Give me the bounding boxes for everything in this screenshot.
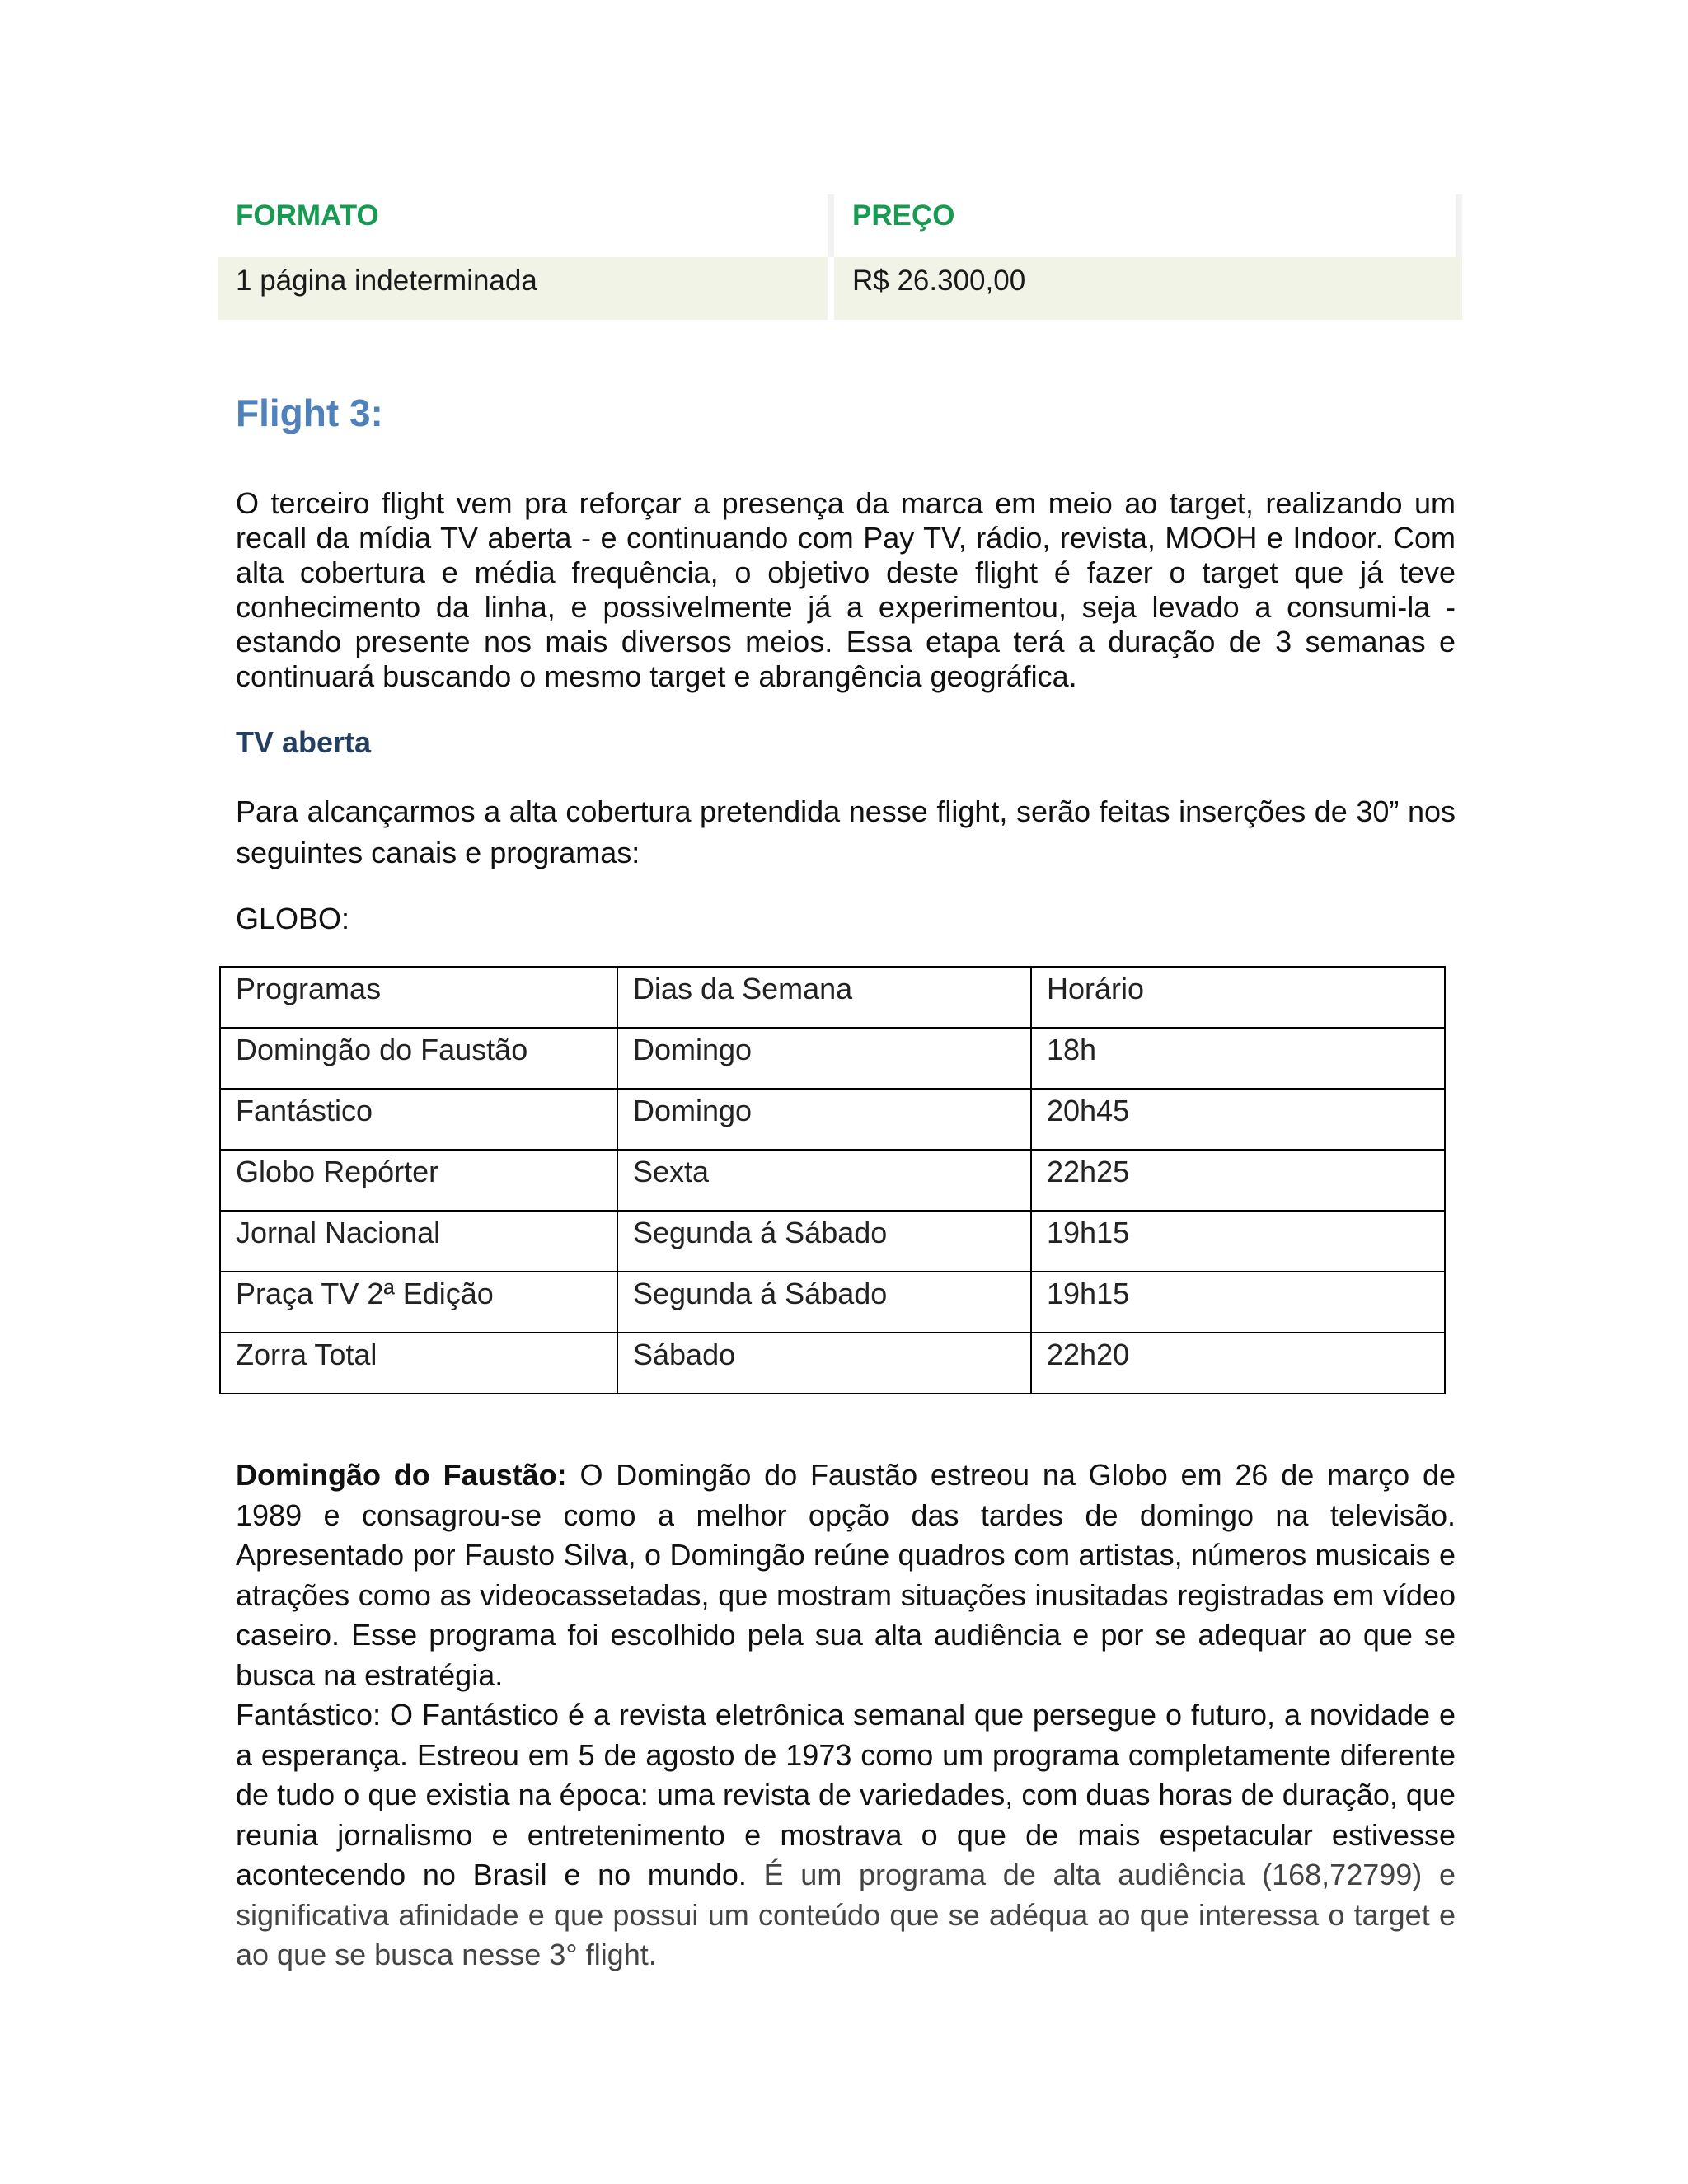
table-cell: 18h xyxy=(1031,1028,1445,1089)
table-cell: Sexta xyxy=(617,1150,1031,1211)
flight-title: Flight 3: xyxy=(236,391,383,434)
table-cell: Jornal Nacional xyxy=(220,1211,617,1272)
price-table-row xyxy=(218,257,1462,320)
price-table-header xyxy=(218,194,1462,257)
table-cell: 20h45 xyxy=(1031,1089,1445,1150)
table-row xyxy=(220,1211,1445,1272)
tv-aberta-paragraph: Para alcançarmos a alta cobertura pretendida nesse flight, serão feitas inserções de 30” nos seguintes canais e programas: xyxy=(236,794,1456,869)
table-cell: Segunda á Sábado xyxy=(617,1272,1031,1333)
table-row xyxy=(220,967,1445,1028)
cell-preco: R$ 26.300,00 xyxy=(834,257,1462,320)
table-row xyxy=(220,1272,1445,1333)
table-cell: 22h20 xyxy=(1031,1333,1445,1394)
table-cell: Domingo xyxy=(617,1028,1031,1089)
channel-label: GLOBO: xyxy=(236,902,350,935)
header-preco: PREÇO xyxy=(834,194,1462,257)
table-header-cell: Dias da Semana xyxy=(617,967,1031,1028)
table-cell: Domingo xyxy=(617,1089,1031,1150)
table-cell: 19h15 xyxy=(1031,1211,1445,1272)
table-cell: Fantástico xyxy=(220,1089,617,1150)
table-row xyxy=(220,1028,1445,1089)
table-row xyxy=(220,1333,1445,1394)
table-cell: Zorra Total xyxy=(220,1333,617,1394)
fantastico-tail: É um programa de alta audiência (168,72799) e significativa afinidade e que possui um conteúdo que se adéqua ao que interessa o target e ao que se busca nesse 3° flight. xyxy=(236,1858,1456,1971)
table-cell: Sábado xyxy=(617,1333,1031,1394)
table-row xyxy=(220,1150,1445,1211)
fantastico-description xyxy=(236,1695,1456,1975)
faustao-label: Domingão do Faustão: xyxy=(236,1458,567,1492)
table-cell: 19h15 xyxy=(1031,1272,1445,1333)
table-cell: Globo Repórter xyxy=(220,1150,617,1211)
table-header-cell: Programas xyxy=(220,967,617,1028)
table-cell: 22h25 xyxy=(1031,1150,1445,1211)
table-row xyxy=(220,1089,1445,1150)
fantastico-text: Fantástico: O Fantástico é a revista eletrônica semanal que persegue o futuro, a novidade e a esperança. Estreou em 5 de agosto de 1973 como um programa completamente diferente de tudo o que existia na época: uma revista de variedades, com duas horas de duração, que reunia jornalismo e entretenimento e mostrava o que de mais espetacular estivesse acontecendo no Brasil e no mundo. xyxy=(236,1698,1456,1891)
table-cell: Segunda á Sábado xyxy=(617,1211,1031,1272)
faustao-description xyxy=(236,1455,1456,1695)
header-formato: FORMATO xyxy=(218,194,834,257)
table-cell: Domingão do Faustão xyxy=(220,1028,617,1089)
table-header-cell: Horário xyxy=(1031,967,1445,1028)
price-table xyxy=(218,194,1462,320)
tv-aberta-title: TV aberta xyxy=(236,725,372,759)
flight-intro-paragraph: O terceiro flight vem pra reforçar a presença da marca em meio ao target, realizando um recall da mídia TV aberta - e continuando com Pay TV, rádio, revista, MOOH e Indoor. Com alta cobertura e média frequência, o objetivo deste flight é fazer o target que já teve conhecimento da linha, e possivelmente já a experimentou, seja levado a consumi-la - estando presente nos mais diversos meios. Essa etapa terá a duração de 3 semanas e continuará buscando o mesmo target e abrangência geográfica. xyxy=(236,486,1456,693)
schedule-table xyxy=(219,966,1446,1394)
faustao-text: O Domingão do Faustão estreou na Globo em 26 de março de 1989 e consagrou-se como a melhor opção das tardes de domingo na televisão. Apresentado por Fausto Silva, o Domingão reúne quadros com artistas, números musicais e atrações como as videocassetadas, que mostram situações inusitadas registradas em vídeo caseiro. Esse programa foi escolhido pela sua alta audiência e por se adequar ao que se busca na estratégia. xyxy=(236,1458,1456,1692)
cell-formato: 1 página indeterminada xyxy=(218,257,828,320)
table-cell: Praça TV 2ª Edição xyxy=(220,1272,617,1333)
